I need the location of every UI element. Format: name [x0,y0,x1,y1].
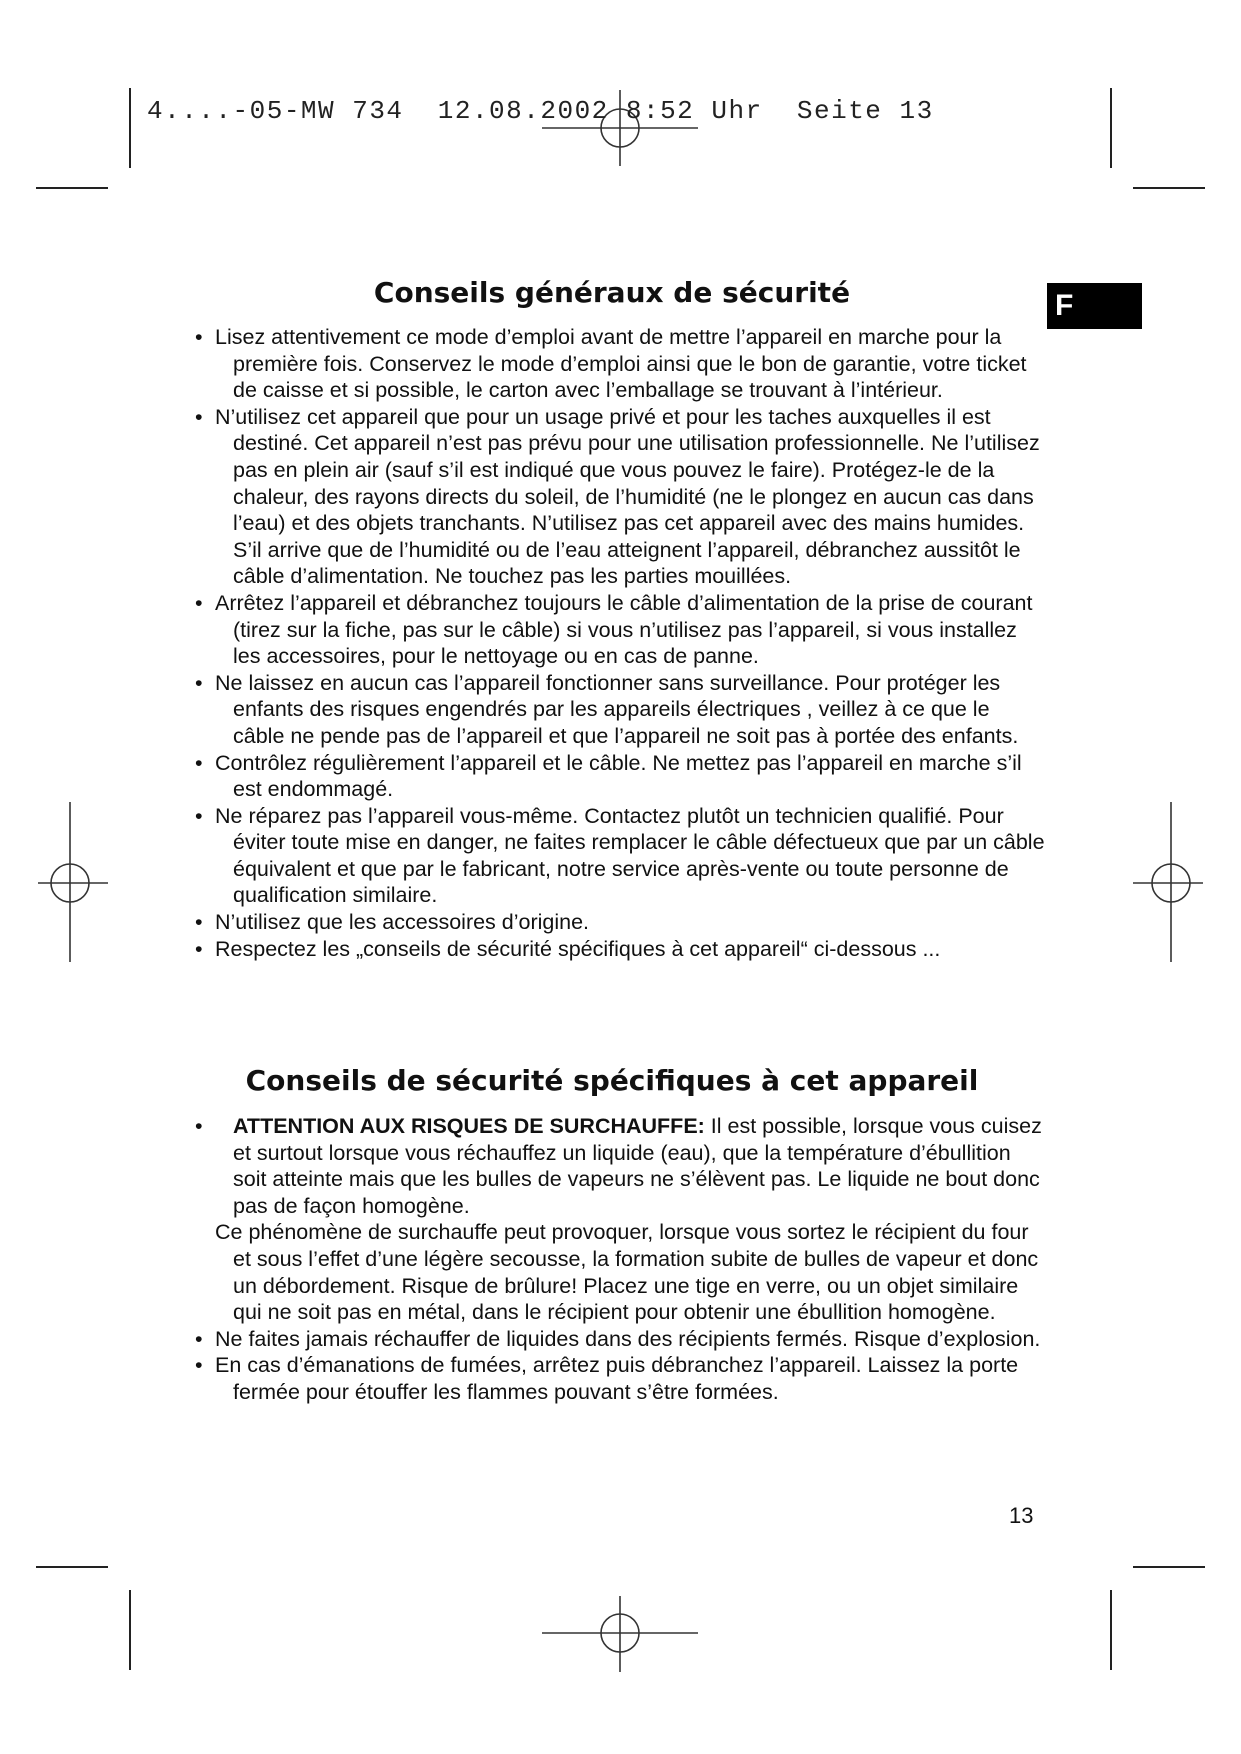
warning-label: ATTENTION AUX RISQUES DE SURCHAUFFE: [233,1114,705,1138]
list-item: • Ne faites jamais réchauffer de liquides dans des récipients fermés. Risque d’explosion. [195,1326,1045,1353]
print-header-stamp: 4....-05-MW 734 12.08.2002 8:52 Uhr Seite 13 [147,96,934,126]
list-item: • En cas d’émanations de fumées, arrêtez puis débranchez l’appareil. Laissez la porte fermée pour étouffer les flammes pouvant s’être formées. [195,1352,1045,1405]
warning-text-continued: Ce phénomène de surchauffe peut provoquer, lorsque vous sortez le récipient du four et sous l’effet d’une légère secousse, la formation subite de bulles de vapeur et donc un débordement. Risque de brûlure! Placez une tige en verre, ou un objet similaire qui ne soit pas en métal, dans le récipient pour obtenir une ébullition homogène. [215,1220,1039,1325]
list-item: • Ne laissez en aucun cas l’appareil fonctionner sans surveillance. Pour protéger les enfants des risques engendrés par les appareils électriques , veillez à ce que le câble ne pende pas de l’appareil et que l’appareil ne soit pas à portée des enfants. [195,670,1045,750]
language-tab-label: F [1055,289,1074,322]
section-title-specific-safety: Conseils de sécurité spécifiques à cet appareil [245,1064,979,1097]
section-title-general-safety: Conseils généraux de sécurité [373,276,851,309]
list-item: • N’utilisez que les accessoires d’origine. [195,909,1045,936]
general-safety-list [195,324,1045,962]
warning-text: Il est possible, lorsque vous cuisez et surtout lorsque vous réchauffez un liquide (eau), que la température d’ébullition soit atteinte mais que les bulles de vapeurs ne s’élèvent pas. Le liquide ne bout donc pas de façon homogène. [233,1114,1042,1218]
list-item-overheating-warning [195,1113,1045,1326]
list-item: • Lisez attentivement ce mode d’emploi avant de mettre l’appareil en marche pour la première fois. Conservez le mode d’emploi ainsi que le bon de garantie, votre ticket de caisse et si possible, le carton avec l’emballage se trouvant à l’intérieur. [195,324,1045,404]
list-item: • Arrêtez l’appareil et débranchez toujours le câble d’alimentation de la prise de courant (tirez sur la fiche, pas sur le câble) si vous n’utilisez pas l’appareil, si vous installez les accessoires, pour le nettoyage ou en cas de panne. [195,590,1045,670]
specific-safety-list [195,1113,1045,1406]
list-item: • Respectez les „conseils de sécurité spécifiques à cet appareil“ ci-dessous ... [195,936,1045,963]
list-item: • Ne réparez pas l’appareil vous-même. Contactez plutôt un technicien qualifié. Pour éviter toute mise en danger, ne faites remplacer le câble défectueux que par un câble équivalent et que par le fabricant, notre service après-vente ou toute personne de qualification similaire. [195,803,1045,909]
page-number: 13 [1009,1503,1034,1528]
list-item: • Contrôlez régulièrement l’appareil et le câble. Ne mettez pas l’appareil en marche s’il est endommagé. [195,750,1045,803]
language-tab [1047,283,1142,329]
list-item: • N’utilisez cet appareil que pour un usage privé et pour les taches auxquelles il est destiné. Cet appareil n’est pas prévu pour une utilisation professionnelle. Ne l’utilisez pas en plein air (sauf s’il est indiqué que vous pouvez le faire). Protégez-le de la chaleur, des rayons directs du soleil, de l’humidité (ne le plongez en aucun cas dans l’eau) et des objets tranchants. N’utilisez pas cet appareil avec des mains humides. S’il arrive que de l’humidité ou de l’eau atteignent l’appareil, débranchez aussitôt le câble d’alimentation. Ne touchez pas les parties mouillées. [195,404,1045,590]
